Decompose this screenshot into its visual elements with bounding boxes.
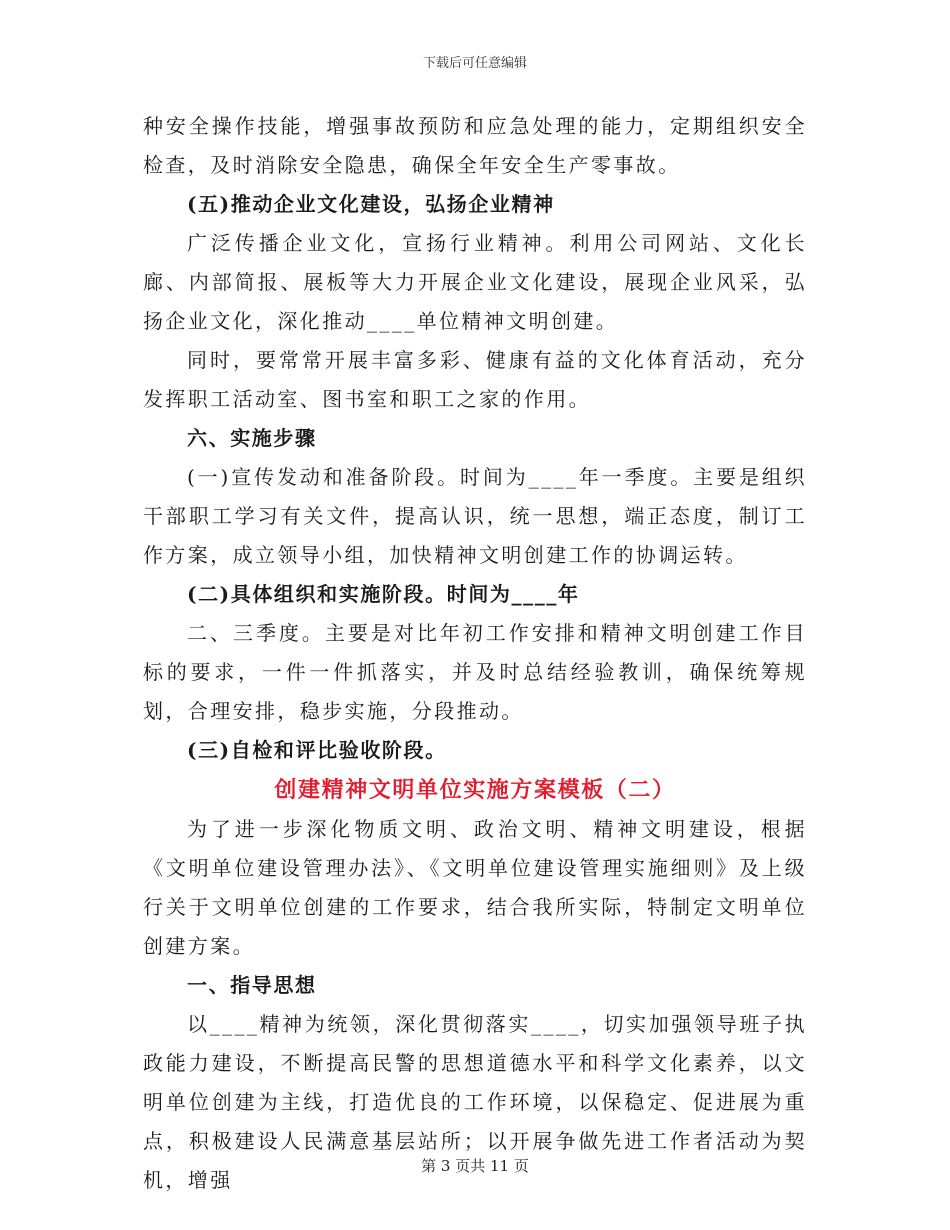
paragraph-activities: 同时，要常常开展丰富多彩、健康有益的文化体育活动，充分发挥职工活动室、图书室和职工之家的作用。 xyxy=(143,348,807,411)
paragraph-corporate-culture: 广泛传播企业文化，宣扬行业精神。利用公司网站、文化长廊、内部简报、展板等大力开展企业文化建设，展现企业风采，弘扬企业文化，深化推动____单位精神文明创建。 xyxy=(143,231,807,333)
template-2-title: 创建精神文明单位实施方案模板（二） xyxy=(274,777,676,803)
paragraph-stage-2: 二、三季度。主要是对比年初工作安排和精神文明创建工作目标的要求，一件一件抓落实，并及时总结经验教训，确保统筹规划，合理安排，稳步实施，分段推动。 xyxy=(143,621,807,723)
paragraph-guiding-ideology: 以____精神为统领，深化贯彻落实____，切实加强领导班子执政能力建设，不断提高民警的思想道德水平和科学文化素养，以文明单位创建为主线，打造优良的工作环境，以保稳定、促进展为重点，积极建设人民满意基层站所；以开展争做先进工作者活动为契机，增强 xyxy=(143,1012,807,1192)
paragraph-safety-continued: 种安全操作技能，增强事故预防和应急处理的能力，定期组织安全检查，及时消除安全隐患，确保全年安全生产零事故。 xyxy=(143,114,807,177)
heading-guiding-ideology: 一、指导思想 xyxy=(187,973,317,997)
heading-implementation-steps: 六、实施步骤 xyxy=(187,426,317,450)
paragraph-stage-1: (一)宣传发动和准备阶段。时间为____年一季度。主要是组织干部职工学习有关文件，提高认识，统一思想，端正态度，制订工作方案，成立领导小组，加快精神文明创建工作的协调运转。 xyxy=(143,465,807,567)
document-body xyxy=(143,107,807,1200)
page-footer: 第 3 页共 11 页 xyxy=(421,1157,529,1175)
heading-stage-3: (三)自检和评比验收阶段。 xyxy=(187,738,447,762)
heading-section-5: (五)推动企业文化建设，弘扬企业精神 xyxy=(187,192,555,216)
page-header: 下载后可任意编辑 xyxy=(422,56,527,71)
heading-stage-2: (二)具体组织和实施阶段。时间为____年 xyxy=(187,582,580,606)
paragraph-intro: 为了进一步深化物质文明、政治文明、精神文明建设，根据《文明单位建设管理办法》、《文明单位建设管理实施细则》及上级行关于文明单位创建的工作要求，结合我所实际，特制定文明单位创建方案。 xyxy=(143,817,807,958)
